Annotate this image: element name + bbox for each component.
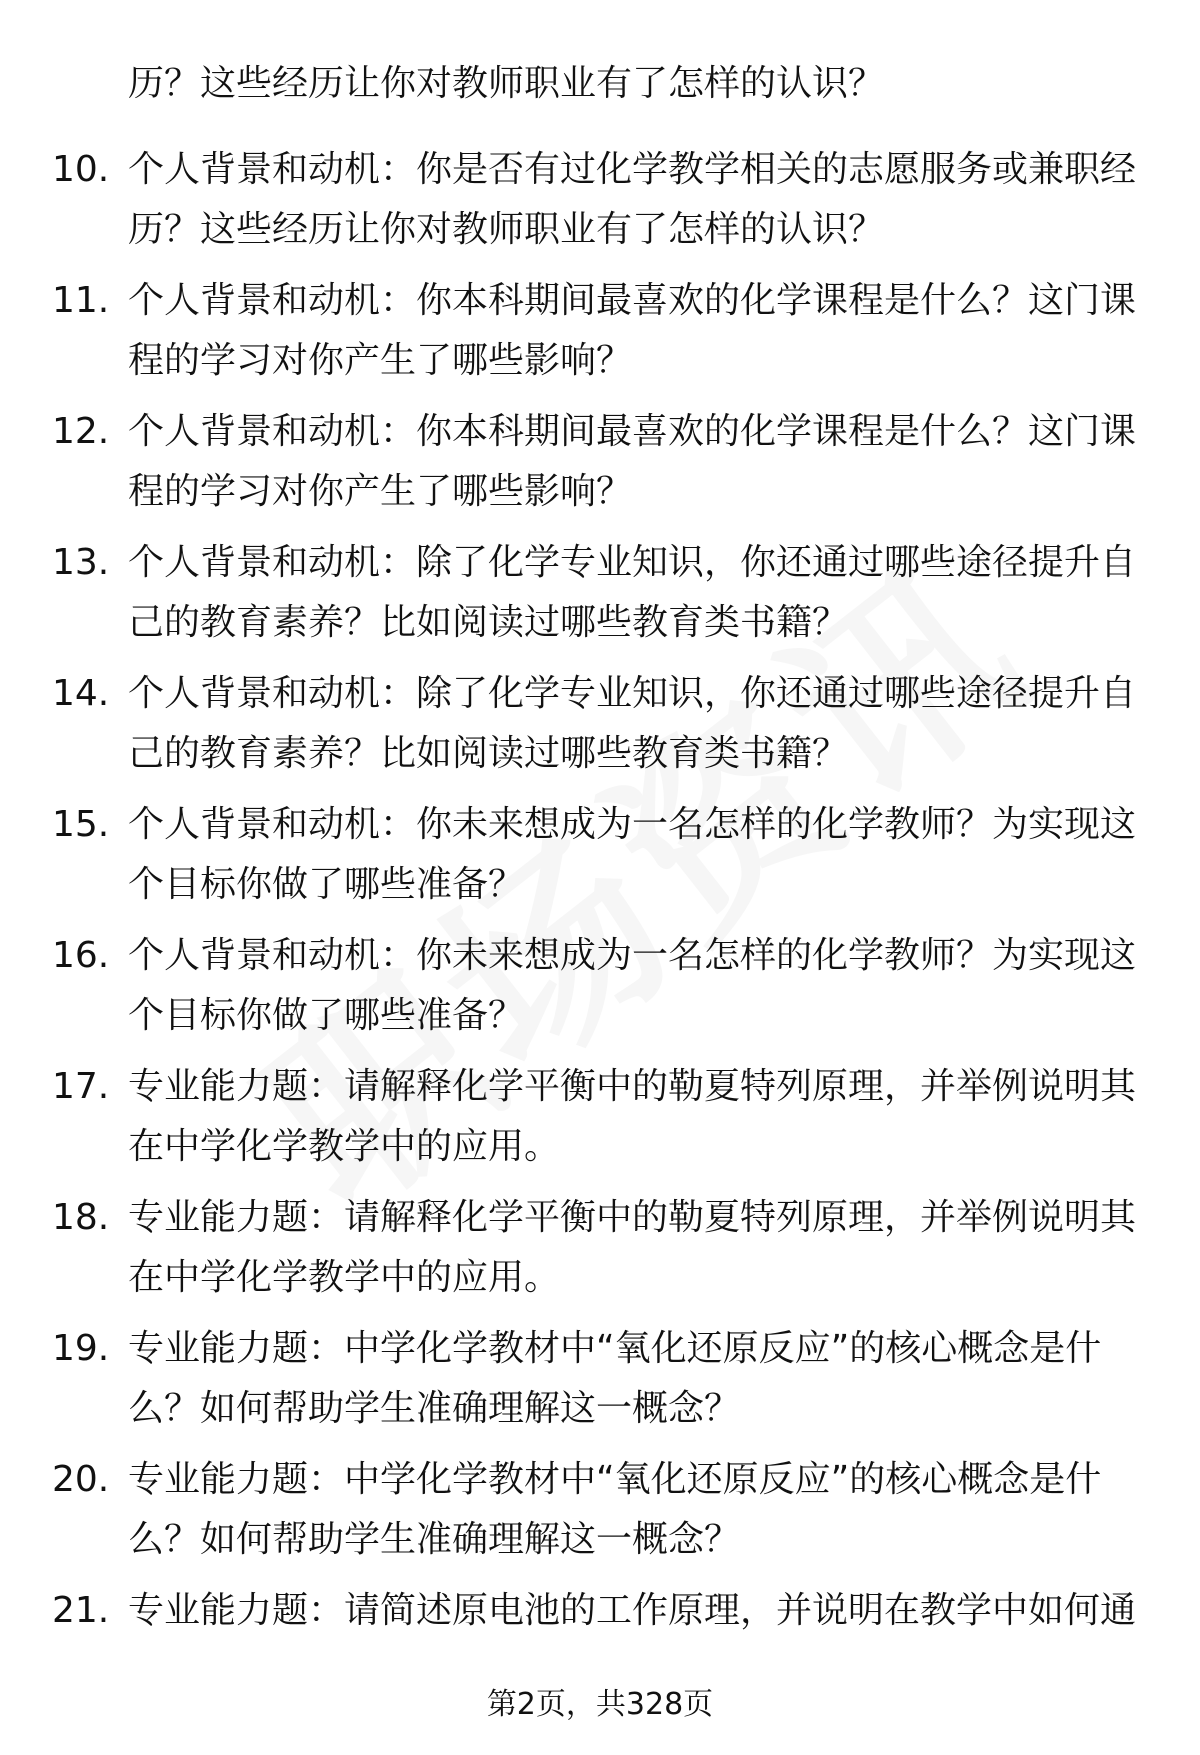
question-list (0, 140, 1200, 1712)
question-number: 12. (52, 411, 110, 452)
question-line: 个人背景和动机：你本科期间最喜欢的化学课程是什么？这门课 (128, 280, 1137, 321)
question-item (0, 1450, 1200, 1581)
question-line: 在中学化学教学中的应用。 (128, 1126, 561, 1167)
question-number: 16. (52, 935, 110, 976)
question-text (128, 140, 1138, 260)
question-line: 程的学习对你产生了哪些影响？ (128, 471, 633, 512)
question-item (0, 1188, 1200, 1319)
question-text (128, 1188, 1138, 1308)
question-number: 19. (52, 1328, 110, 1369)
question-number: 21. (52, 1590, 110, 1631)
question-text (128, 271, 1138, 391)
question-line: 历？这些经历让你对教师职业有了怎样的认识？ (128, 209, 885, 250)
question-line: 个人背景和动机：你本科期间最喜欢的化学课程是什么？这门课 (128, 411, 1137, 452)
question-line: 程的学习对你产生了哪些影响？ (128, 340, 633, 381)
question-item (0, 140, 1200, 271)
question-item (0, 795, 1200, 926)
question-text (128, 1581, 1138, 1641)
question-text (128, 1057, 1138, 1177)
question-line: 己的教育素养？比如阅读过哪些教育类书籍？ (128, 733, 849, 774)
question-number: 11. (52, 280, 110, 321)
question-line: 个人背景和动机：除了化学专业知识，你还通过哪些途径提升自 (128, 673, 1137, 714)
question-line: 么？如何帮助学生准确理解这一概念？ (128, 1388, 741, 1429)
question-text (128, 1319, 1138, 1439)
question-text (128, 402, 1138, 522)
question-line: 个目标你做了哪些准备？ (128, 995, 525, 1036)
question-line: 么？如何帮助学生准确理解这一概念？ (128, 1519, 741, 1560)
question-number: 17. (52, 1066, 110, 1107)
question-line: 个人背景和动机：你未来想成为一名怎样的化学教师？为实现这 (128, 804, 1137, 845)
question-text (128, 1450, 1138, 1570)
question-item (0, 664, 1200, 795)
question-item (0, 1057, 1200, 1188)
question-line: 专业能力题：请解释化学平衡中的勒夏特列原理，并举例说明其 (128, 1066, 1137, 1107)
question-text (128, 533, 1138, 653)
question-number: 15. (52, 804, 110, 845)
question-text (128, 795, 1138, 915)
question-line: 个目标你做了哪些准备？ (128, 864, 525, 905)
question-item (0, 926, 1200, 1057)
question-number: 18. (52, 1197, 110, 1238)
question-line: 己的教育素养？比如阅读过哪些教育类书籍？ (128, 602, 849, 643)
question-item (0, 533, 1200, 664)
question-line: 个人背景和动机：你未来想成为一名怎样的化学教师？为实现这 (128, 935, 1137, 976)
continuation-line: 历？这些经历让你对教师职业有了怎样的认识？ (128, 63, 885, 104)
question-number: 20. (52, 1459, 110, 1500)
question-line: 专业能力题：请解释化学平衡中的勒夏特列原理，并举例说明其 (128, 1197, 1137, 1238)
question-number: 10. (52, 149, 110, 190)
question-text (128, 664, 1138, 784)
question-text (128, 926, 1138, 1046)
question-line: 个人背景和动机：除了化学专业知识，你还通过哪些途径提升自 (128, 542, 1137, 583)
question-item (0, 402, 1200, 533)
question-item (0, 1319, 1200, 1450)
question-line: 专业能力题：请简述原电池的工作原理，并说明在教学中如何通 (128, 1590, 1137, 1631)
page-footer: 第2页，共328页 (486, 1687, 714, 1722)
question-number: 14. (52, 673, 110, 714)
question-line: 在中学化学教学中的应用。 (128, 1257, 561, 1298)
question-line: 专业能力题：中学化学教材中“氧化还原反应”的核心概念是什 (128, 1328, 1102, 1369)
question-item (0, 271, 1200, 402)
question-line: 专业能力题：中学化学教材中“氧化还原反应”的核心概念是什 (128, 1459, 1102, 1500)
question-number: 13. (52, 542, 110, 583)
question-line: 个人背景和动机：你是否有过化学教学相关的志愿服务或兼职经 (128, 149, 1137, 190)
